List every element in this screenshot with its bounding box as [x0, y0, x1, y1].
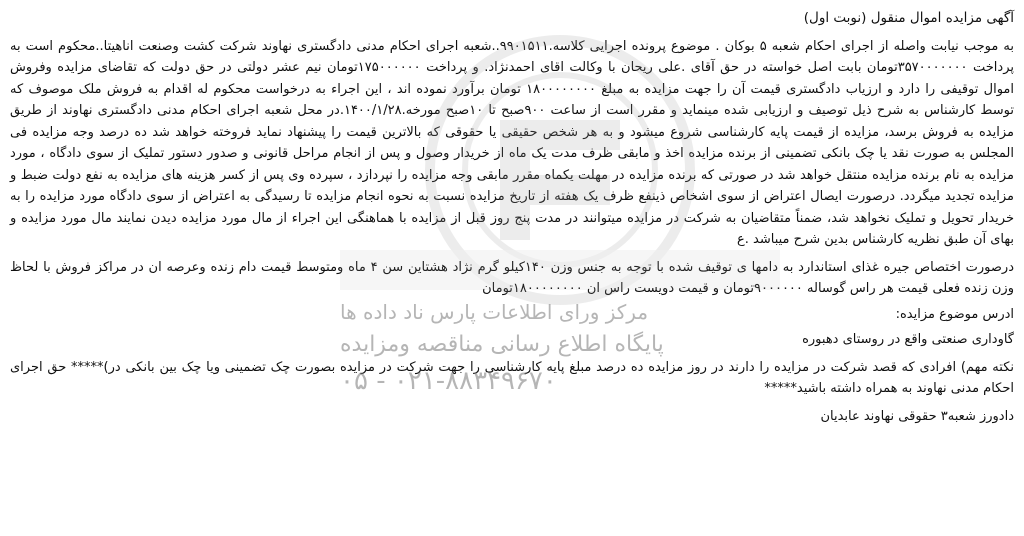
auction-notice: [10, 8, 1014, 530]
signature-line: دادورز شعبه۳ حقوقی نهاوند عابدیان: [820, 408, 1014, 424]
address-label: ادرس موضوع مزایده:: [895, 306, 1014, 322]
watermark-text-3: ۰۲۱-۸۸۳۴۹۶۷۰ - ۰۵: [340, 366, 557, 396]
auction-item-paragraph: درصورت اختصاص جیره غذای استاندارد به دامها ی توقیف شده با توجه به جنس وزن ۱۴۰کیلو گرم نژاد هشتاین سن ۴ ماه ومتوسط قیمت دام زنده وعرصه ان در مراکز فروش با لحاظ وزن زنده فعلی قیمت هر راس گوساله ۹۰۰۰۰۰۰تومان و قیمت دویست راس ان ۱۸۰۰۰۰۰۰۰۰تومان: [10, 259, 1014, 296]
notice-title: آگهی مزایده اموال منقول (نوبت اول): [803, 10, 1014, 26]
notice-body-paragraph: به موجب نیابت واصله از اجرای احکام شعبه ۵ بوکان . موضوع پرونده اجرایی کلاسه.۹۹۰۱۵۱۱..شعبه اجرای احکام مدنی دادگستری نهاوند شرکت کشت وصنعت اناهیتا..محکوم است به پرداخت ۳۵۷۰۰۰۰۰۰۰تومان بابت اصل خواسته در حق آقای .علی ریحان با وکالت اقای احمدنژاد. و پرداخت ۱۷۵۰۰۰۰۰۰تومان نیم عشر دولتی در حق دولت که تقاضای مزایده وفروش اموال توقیفی را دارد و ارزیاب دادگستری قیمت آن را جهت مزایده به مبلغ ۱۸۰۰۰۰۰۰۰۰ تومان برآورد نموده اند ، این اجراء به درخواست محکوم له اقدام به فروش ملک موصوف که توسط کارشناس به شرح ذیل توصیف و ارزیابی شده مینماید و مقرر است از ساعت ۹۰۰صبح تا ۱۰صبح مورخه.۱۴۰۰/۱/۲۸.در محل شعبه اجرای احکام مدنی دادگستری نهاوند از طریق مزایده به فروش برسد، مزایده از قیمت پایه کارشناسی شروع میشود و به هر شخص حقیقی یا حقوقی که بالاترین قیمت را پیشنهاد نماید فروخته خواهد شد ده درصد وجه مزایده فی المجلس به صورت نقد یا چک بانکی تضمینی از برنده مزایده اخذ و مابقی ظرف مدت یک ماه از خریدار وصول و پس از انجام مراحل قانونی و صدور دستور تملیک از سوی دادگاه ، مورد مزایده به نام برنده مزایده منتقل خواهد شد در صورتی که برنده مزایده در مهلت یکماه مقرر مابقی وجه مزایده را نپردازد ، سپرده وی پس از کسر هزینه های مزایده به نفع دولت ضبط و مزایده تجدید میگردد. درصورت ایصال اعتراض از سوی اشخاص ذینفع ظرف یک هفته از تاریخ مزایده نسبت به نحوه انجام مزایده تا رسیدگی به اعتراض از سوی دادگاه مورد مزایده را به خریدار تحویل و تملیک نخواهد شد، ضمناً متقاضیان به شرکت در مزایده میتوانند در مدت پنج روز قبل از مزایده با هماهنگی این اجراء از مال مورد مزایده دیدن نمایند مال مورد مزایده و بهای آن طبق نظریه کارشناس بدین شرح میباشد .ع: [10, 38, 1015, 247]
address-value: گاوداری صنعتی واقع در روستای دهبوره: [802, 332, 1014, 347]
important-note: نکته مهم) افرادی که قصد شرکت در مزایده را دارند در روز مزایده ده درصد مبلغ پایه کارشناسی را جهت شرکت در مزایده بصورت چک تضمینی ویا چک بین بانکی در)***** حق اجرای احکام مدنی نهاوند به همراه داشته باشید*****: [10, 359, 1014, 396]
watermark-text-1: مرکز ورای اطلاعات پارس ناد داده ها: [340, 300, 649, 324]
watermark-text-2: پایگاه اطلاع رسانی مناقصه ومزایده: [340, 332, 664, 357]
